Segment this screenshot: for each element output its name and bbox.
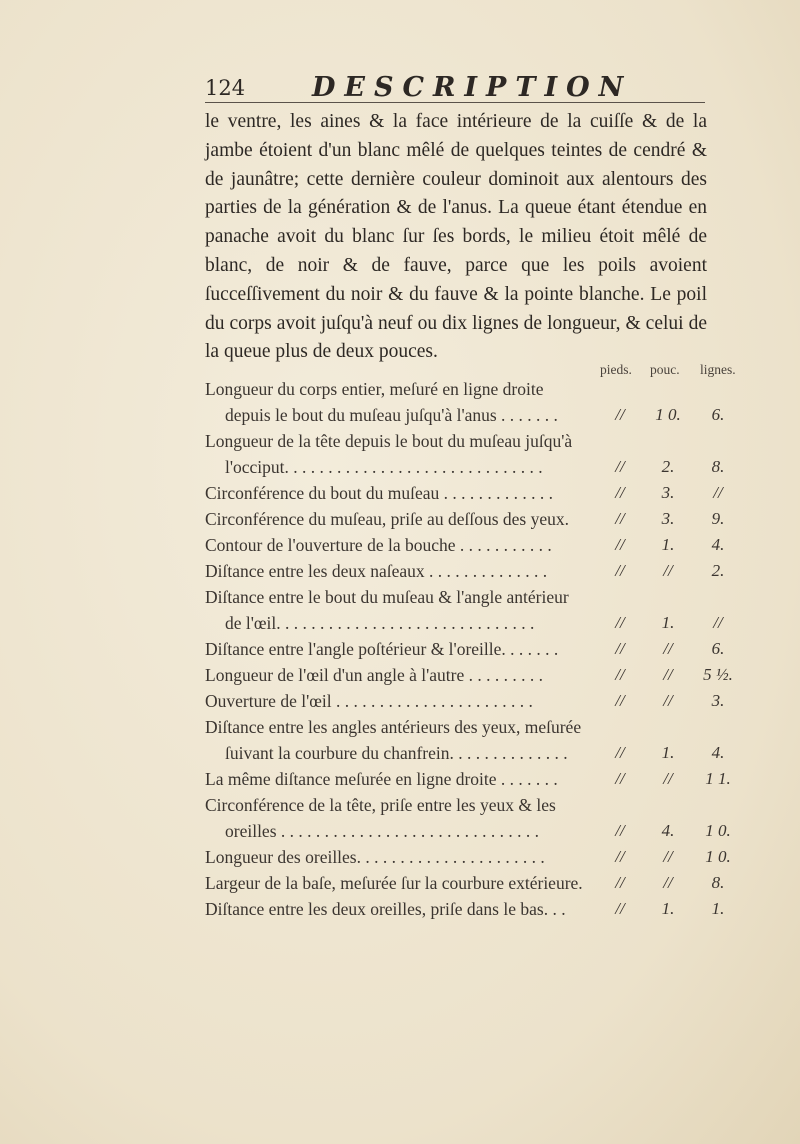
table-row xyxy=(205,688,755,714)
table-row xyxy=(205,896,755,922)
row-label: Longueur du corps entier, meſuré en ligne droite xyxy=(205,379,544,399)
row-label: Diſtance entre les deux oreilles, priſe dans le bas. . . xyxy=(205,899,566,919)
value-pouces: 1. xyxy=(661,899,675,918)
value-pieds: // xyxy=(615,769,625,788)
value-lignes: 5 ½. xyxy=(703,665,733,684)
page-number: 124 xyxy=(205,76,246,100)
row-label: Circonférence du muſeau, priſe au deſſous des yeux. xyxy=(205,509,569,529)
table-row xyxy=(205,766,755,792)
row-label: Diſtance entre le bout du muſeau & l'angle antérieur xyxy=(205,587,569,607)
row-label: La même diſtance meſurée en ligne droite . . . . . . . xyxy=(205,769,558,789)
row-label: Largeur de la baſe, meſurée ſur la courbure extérieure. xyxy=(205,873,583,893)
row-label: Longueur des oreilles. . . . . . . . . . . . . . . . . . . . . . xyxy=(205,847,545,867)
value-lignes: 3. xyxy=(711,691,725,710)
column-header-pouces: pouc. xyxy=(650,362,680,377)
value-pieds: // xyxy=(615,873,625,892)
table-row-continuation xyxy=(205,610,755,636)
value-pouces: 1 0. xyxy=(655,405,681,424)
value-lignes: 2. xyxy=(711,561,725,580)
value-lignes: 6. xyxy=(711,639,725,658)
table-row xyxy=(205,532,755,558)
running-title: DESCRIPTION xyxy=(312,72,633,103)
value-lignes: 1 0. xyxy=(705,847,731,866)
column-header-pieds: pieds. xyxy=(600,362,632,377)
value-pouces: 3. xyxy=(661,483,675,502)
value-lignes: 6. xyxy=(711,405,725,424)
value-lignes: 4. xyxy=(711,743,725,762)
row-label-continuation: ſuivant la courbure du chanfrein. . . . . . . . . . . . . . xyxy=(225,743,568,763)
table-row-continuation xyxy=(205,818,755,844)
value-lignes: 1. xyxy=(711,899,725,918)
row-label-continuation: oreilles . . . . . . . . . . . . . . . . . . . . . . . . . . . . . . xyxy=(225,821,540,841)
value-pouces: 3. xyxy=(661,509,675,528)
table-row xyxy=(205,714,755,740)
row-label: Circonférence de la tête, priſe entre les yeux & les xyxy=(205,795,556,815)
body-paragraph: le ventre, les aines & la face intérieure de la cuiſſe & de la jambe étoient d'un blanc mêlé de quelques teintes de cendré & de jaunâtre; cette dernière couleur dominoit aux alentours des parties de la génération & de l'anus. La queue étant étendue en panache avoit du blanc ſur ſes bords, le milieu étoit mêlé de blanc, de noir & de fauve, parce que les poils avoient ſucceſſivement du noir & du fauve & la pointe blanche. Le poil du corps avoit juſqu'à neuf ou dix lignes de longueur, & celui de la queue plus de deux pouces. xyxy=(205,111,707,363)
row-label: Ouverture de l'œil . . . . . . . . . . . . . . . . . . . . . . . xyxy=(205,691,533,711)
value-pouces: // xyxy=(663,561,673,580)
value-pieds: // xyxy=(615,509,625,528)
value-lignes: 8. xyxy=(711,873,725,892)
table-row xyxy=(205,792,755,818)
value-pieds: // xyxy=(615,405,625,424)
table-row xyxy=(205,584,755,610)
row-label: Contour de l'ouverture de la bouche . . . . . . . . . . . xyxy=(205,535,552,555)
value-pieds: // xyxy=(615,561,625,580)
value-pieds: // xyxy=(615,457,625,476)
value-pieds: // xyxy=(615,743,625,762)
table-row-continuation xyxy=(205,402,755,428)
value-pouces: // xyxy=(663,639,673,658)
value-pieds: // xyxy=(615,847,625,866)
value-pieds: // xyxy=(615,821,625,840)
value-lignes: 9. xyxy=(711,509,725,528)
value-pouces: // xyxy=(663,769,673,788)
value-pieds: // xyxy=(615,639,625,658)
table-row xyxy=(205,480,755,506)
table-row xyxy=(205,662,755,688)
value-lignes: 4. xyxy=(711,535,725,554)
table-row xyxy=(205,558,755,584)
value-pouces: 1. xyxy=(661,743,675,762)
value-pieds: // xyxy=(615,665,625,684)
value-pouces: 1. xyxy=(661,535,675,554)
value-pouces: 1. xyxy=(661,613,675,632)
value-pouces: 4. xyxy=(661,821,675,840)
value-pieds: // xyxy=(615,691,625,710)
table-row xyxy=(205,870,755,896)
value-pieds: // xyxy=(615,613,625,632)
value-pouces: 2. xyxy=(661,457,675,476)
row-label: Diſtance entre les angles antérieurs des yeux, meſurée xyxy=(205,717,582,737)
table-row xyxy=(205,428,755,454)
value-lignes: // xyxy=(713,613,723,632)
row-label: Diſtance entre les deux naſeaux . . . . . . . . . . . . . . xyxy=(205,561,548,581)
value-pouces: // xyxy=(663,873,673,892)
row-label-continuation: de l'œil. . . . . . . . . . . . . . . . . . . . . . . . . . . . . . xyxy=(225,613,535,633)
table-row xyxy=(205,844,755,870)
row-label: Longueur de la tête depuis le bout du muſeau juſqu'à xyxy=(205,431,573,451)
value-pouces: // xyxy=(663,847,673,866)
row-label: Diſtance entre l'angle poſtérieur & l'oreille. . . . . . . xyxy=(205,639,559,659)
table-row xyxy=(205,376,755,402)
table-row xyxy=(205,506,755,532)
value-pouces: // xyxy=(663,665,673,684)
value-lignes: // xyxy=(713,483,723,502)
value-pieds: // xyxy=(615,483,625,502)
value-lignes: 1 1. xyxy=(705,769,731,788)
row-label: Circonférence du bout du muſeau . . . . . . . . . . . . . xyxy=(205,483,553,503)
value-lignes: 1 0. xyxy=(705,821,731,840)
row-label-continuation: depuis le bout du muſeau juſqu'à l'anus . . . . . . . xyxy=(225,405,558,425)
row-label: Longueur de l'œil d'un angle à l'autre . . . . . . . . . xyxy=(205,665,543,685)
header-rule xyxy=(205,102,705,103)
table-row xyxy=(205,636,755,662)
table-row-continuation xyxy=(205,740,755,766)
row-label-continuation: l'occiput. . . . . . . . . . . . . . . . . . . . . . . . . . . . . . xyxy=(225,457,543,477)
value-pieds: // xyxy=(615,535,625,554)
table-row-continuation xyxy=(205,454,755,480)
column-header-lignes: lignes. xyxy=(700,362,736,377)
value-lignes: 8. xyxy=(711,457,725,476)
value-pouces: // xyxy=(663,691,673,710)
value-pieds: // xyxy=(615,899,625,918)
